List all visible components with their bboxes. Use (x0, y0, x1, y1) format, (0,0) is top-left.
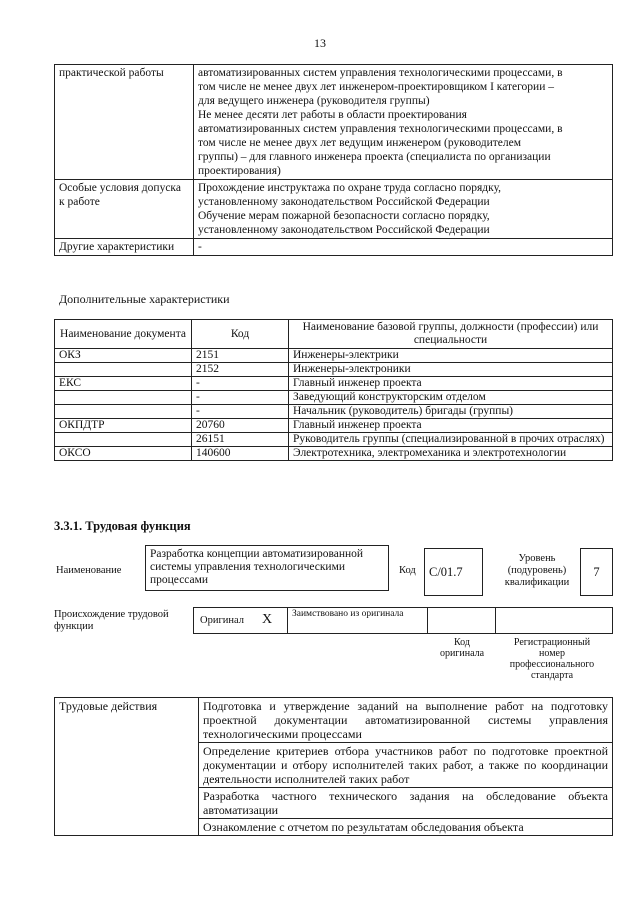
code-label: Код (399, 565, 416, 576)
code-cell: 20760 (192, 419, 289, 433)
table-row (55, 349, 613, 363)
table-row (55, 698, 613, 743)
row-value (194, 180, 613, 239)
row-value (194, 65, 613, 180)
divider (287, 608, 288, 633)
code-cell: 2151 (192, 349, 289, 363)
text-line: установленному законодательством Российской Федерации (198, 196, 490, 208)
row-label: Другие характеристики (55, 239, 194, 256)
section-title: 3.3.1. Трудовая функция (54, 519, 191, 533)
name-cell: Инженеры-электрики (289, 349, 613, 363)
doc-cell: ЕКС (55, 377, 192, 391)
text-line: Не менее десяти лет работы в области проектирования (198, 109, 467, 121)
doc-cell (55, 433, 192, 447)
doc-cell (55, 405, 192, 419)
name-cell: Руководитель группы (специализированной в прочих отраслях) (289, 433, 613, 447)
page-number: 13 (314, 36, 326, 50)
row-value (194, 239, 613, 256)
original-label: Оригинал (200, 615, 244, 626)
column-header: Наименование базовой группы, должности (профессии) или специальности (289, 320, 613, 349)
text-line: установленному законодательством Российской Федерации (198, 224, 490, 236)
text-line: том числе не менее двух лет ведущим инженером (руководителем (198, 137, 522, 149)
action-cell: Ознакомление с отчетом по результатам обследования объекта (199, 819, 613, 836)
code-cell: - (192, 405, 289, 419)
doc-cell: ОКЗ (55, 349, 192, 363)
table-row (55, 391, 613, 405)
doc-cell (55, 363, 192, 377)
table-row (55, 447, 613, 461)
code-cell: - (192, 391, 289, 405)
table-row (55, 405, 613, 419)
text-line: том числе не менее двух лет инженером-проектировщиком I категории – (198, 81, 554, 93)
text-line: автоматизированных систем управления технологическими процессами, в (198, 123, 563, 135)
level-value-box: 7 (580, 548, 613, 596)
action-cell: Подготовка и утверждение заданий на выполнение работ на подготовку проектной документации автоматизированной системы управления технологическими процессами (199, 698, 613, 743)
borrowed-label: Заимствовано из оригинала (292, 609, 404, 619)
table-row (55, 377, 613, 391)
code-cell: 140600 (192, 447, 289, 461)
text-line: Прохождение инструктажа по охране труда согласно порядку, (198, 182, 502, 194)
code-cell: - (192, 377, 289, 391)
name-cell: Главный инженер проекта (289, 377, 613, 391)
code-cell: 26151 (192, 433, 289, 447)
divider (495, 608, 496, 633)
table-row (55, 433, 613, 447)
table-row (55, 65, 613, 180)
code-cell: 2152 (192, 363, 289, 377)
function-name-box: Разработка концепции автоматизированной системы управления технологическими процессами (145, 545, 389, 591)
labor-actions-table (54, 697, 613, 836)
origin-row (193, 607, 613, 634)
function-code-box: C/01.7 (424, 548, 483, 596)
level-label: Уровень (подуровень) квалификации (504, 553, 570, 588)
name-cell: Главный инженер проекта (289, 419, 613, 433)
code-original-caption: Код оригинала (439, 637, 485, 659)
text-line: группы) – для главного инженера проекта (специалиста по организации (198, 151, 551, 163)
text-line: - (198, 241, 202, 253)
name-cell: Инженеры-электроники (289, 363, 613, 377)
table-row (55, 419, 613, 433)
reg-number-caption: Регистрационный номер профессионального стандарта (509, 637, 595, 681)
action-cell: Определение критериев отбора участников работ по подготовке проектной документации и отбору исполнителей таких работ, а также по координации деятельности исполнителей таких работ (199, 743, 613, 788)
action-cell: Разработка частного технического задания на обследование объекта автоматизации (199, 788, 613, 819)
additional-characteristics-table (54, 319, 613, 461)
text-line: Обучение мерам пожарной безопасности согласно порядку, (198, 210, 490, 222)
table-row (55, 239, 613, 256)
row-label: практической работы (55, 65, 194, 180)
qualification-requirements-table (54, 64, 613, 256)
row-label: Трудовые действия (55, 698, 199, 836)
additional-characteristics-title: Дополнительные характеристики (59, 292, 230, 306)
doc-cell: ОКСО (55, 447, 192, 461)
column-header: Наименование документа (55, 320, 192, 349)
column-header: Код (192, 320, 289, 349)
name-cell: Начальник (руководитель) бригады (группы) (289, 405, 613, 419)
text-line: автоматизированных систем управления технологическими процессами, в (198, 67, 563, 79)
name-cell: Заведующий конструкторским отделом (289, 391, 613, 405)
table-header-row (55, 320, 613, 349)
row-label: Особые условия допуска к работе (55, 180, 194, 239)
divider (427, 608, 428, 633)
name-cell: Электротехника, электромеханика и электротехнологии (289, 447, 613, 461)
text-line: для ведущего инженера (руководителя группы) (198, 95, 430, 107)
original-mark: X (262, 612, 273, 627)
name-label: Наименование (56, 565, 122, 576)
table-row (55, 180, 613, 239)
table-row (55, 363, 613, 377)
doc-cell: ОКПДТР (55, 419, 192, 433)
origin-label: Происхождение трудовой функции (54, 609, 169, 632)
doc-cell (55, 391, 192, 405)
text-line: проектирования) (198, 165, 281, 177)
